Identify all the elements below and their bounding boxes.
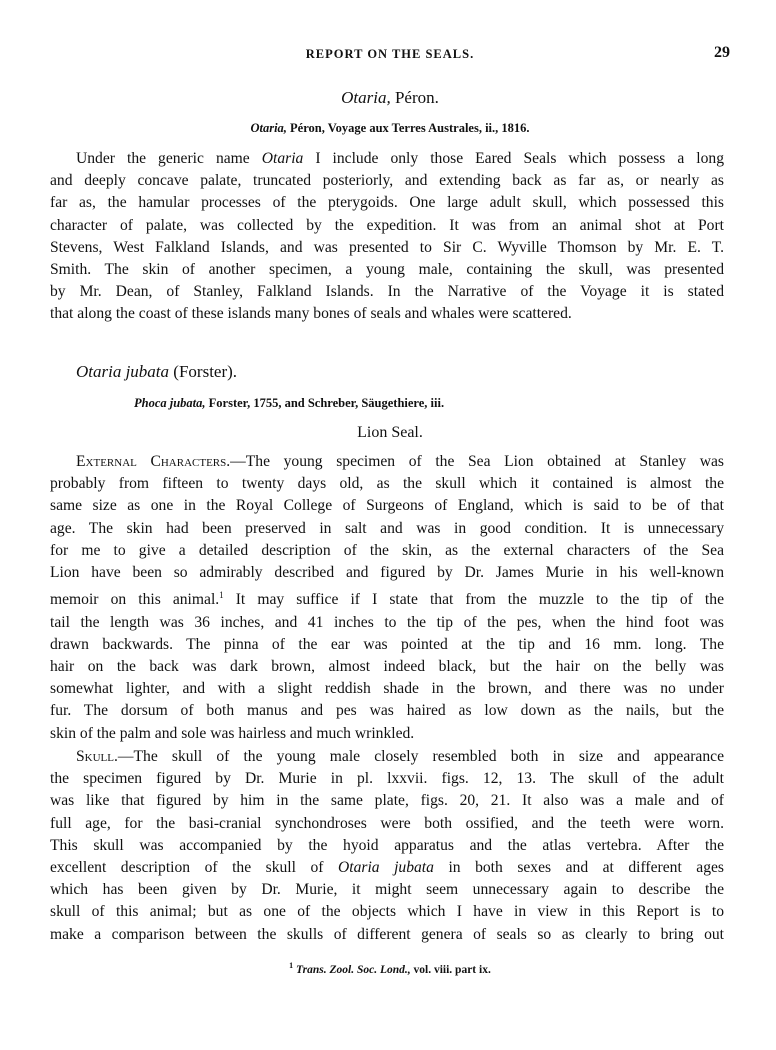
species-citation-name: Phoca jubata, [134,396,206,410]
text-line: for me to give a detailed description of the skin, as the external characters of the Sea [50,541,724,559]
text-line: the specimen figured by Dr. Murie in pl. lxxvii. figs. 12, 13. The skull of the adult [50,770,724,788]
section-label: External Characters. [76,453,231,470]
text-line: make a comparison between the skulls of different genera of seals so as clearly to bring out [50,925,724,943]
paragraph-skull [50,746,724,946]
section-label: Skull. [76,748,118,765]
text-line: somewhat lighter, and with a slight reddish shade in the brown, and there was no under [50,680,724,698]
species-citation-rest: Forster, 1755, and Schreber, Säugethiere, iii. [205,396,445,410]
text-line: by Mr. Dean, of Stanley, Falkland Islands. In the Narrative of the Voyage it is stated [50,283,724,301]
text-line: memoir on this animal.$^1$ It may suffice if I state that from the muzzle to the tip of the [50,590,724,609]
text-line: excellent description of the skull of Otaria jubata in both sexes and at different ages [50,859,725,877]
footnote-marker: 1 [219,590,224,601]
text-line: character of palate, was collected by the expedition. It was from an animal shot at Port [50,216,724,234]
text-line: same size as one in the Royal College of Surgeons of England, which is said to be of that [50,497,724,515]
text-line: which has been given by Dr. Murie, it might seem unnecessary again to describe the [50,881,724,899]
text-line: Stevens, West Falkland Islands, and was presented to Sir C. Wyville Thomson by Mr. E. T. [50,238,724,256]
species-heading [76,362,237,382]
text-line: skin of the palm and sole was hairless and much wrinkled. [50,724,415,742]
genus-heading-author: Péron. [390,88,439,107]
page-number: 29 [714,44,730,61]
species-citation [134,396,444,411]
species-heading-author: (Forster). [169,362,238,381]
footnote-number: 1 [289,961,294,970]
species-heading-name: Otaria jubata [76,362,170,381]
genus-citation-name: Otaria, [250,121,287,135]
text-line: probably from fifteen to twenty days old, as the skull which it contained is almost the [50,475,724,493]
common-name: Lion Seal. [357,424,423,441]
text-line: was like that figured by him in the same plate, figs. 20, 21. It also was a male and of [50,792,724,810]
text-line: External Characters.—The young specimen of the Sea Lion obtained at Stanley was [76,453,724,470]
genus-citation [50,121,730,136]
text-line: fur. The dorsum of both manus and pes was haired as low down as the nails, but the [50,702,724,720]
text-line: Skull.—The skull of the young male closely resembled both in size and appearance [76,748,724,765]
paragraph-genus [50,148,724,326]
footnote [50,961,730,976]
text-line: drawn backwards. The pinna of the ear was pointed at the tip and 16 mm. long. The [50,635,724,653]
text-line: This skull was accompanied by the hyoid apparatus and the atlas vertebra. After the [50,836,724,854]
text-line: Smith. The skin of another specimen, a young male, containing the skull, was presented [50,261,724,279]
footnote-reference: Trans. Zool. Soc. Lond., [296,963,411,976]
genus-citation-rest: Péron, Voyage aux Terres Australes, ii., 1816. [286,121,530,135]
text-line: and deeply concave palate, truncated posteriorly, and extending back as far as, or nearly as [50,172,724,190]
text-line: hair on the back was dark brown, almost indeed black, but the hair on the belly was [50,658,724,676]
species-name-inline: Otaria jubata [337,859,434,877]
genus-heading-name: Otaria, [341,88,391,107]
running-title: REPORT ON THE SEALS. [305,47,475,61]
paragraph-external-characters [50,451,724,745]
text-line: that along the coast of these islands many bones of seals and whales were scattered. [50,305,572,323]
text-line: Under the generic name Otaria I include only those Eared Seals which possess a long [76,150,725,167]
text-line: tail the length was 36 inches, and 41 inches to the tip of the pes, when the hind foot was [50,613,724,631]
text-line: age. The skin had been preserved in salt and was in good condition. It is unnecessary [50,519,724,537]
footnote-rest: vol. viii. part ix. [410,963,491,976]
text-line: far as, the hamular processes of the pterygoids. One large adult skull, which possessed this [50,194,724,212]
text-line: Lion have been so admirably described and figured by Dr. James Murie in his well-known [50,564,724,582]
text-line: full age, for the basi-cranial synchondroses were both ossified, and the teeth were worn. [50,814,724,832]
running-header [50,44,730,66]
text-line: skull of this animal; but as one of the objects which I have in view in this Report is to [50,903,724,921]
genus-heading [50,88,730,108]
